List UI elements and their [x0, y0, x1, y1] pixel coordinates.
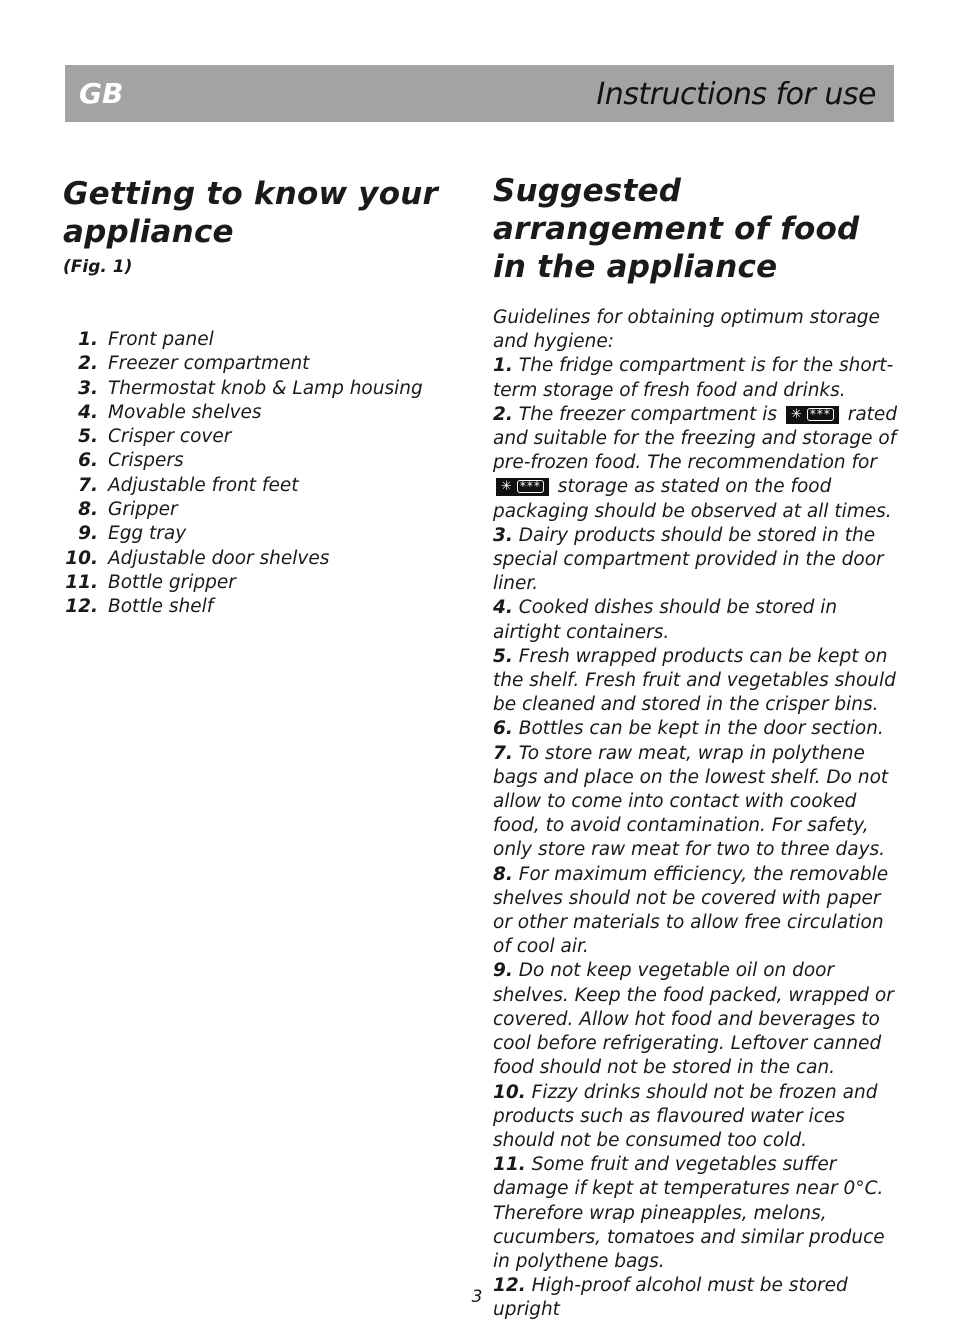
item-number: 11.	[493, 1154, 526, 1176]
right-column	[493, 172, 898, 1323]
item-number: 1.	[78, 329, 98, 350]
freezer-star-rating-icon	[496, 478, 549, 496]
item-text: Dairy products should be stored in the special compartment provided in the door liner.	[493, 524, 884, 595]
list-item	[63, 475, 463, 499]
item-label: Gripper	[108, 499, 178, 521]
item-label: Thermostat knob & Lamp housing	[108, 377, 423, 399]
item-text: Some fruit and vegetables suffer damage if kept at temperatures near 0°C. Therefore wrap pineapples, melons, cucumbers, tomatoes and similar produce in polythene bags.	[493, 1154, 885, 1272]
figure-reference: (Fig. 1)	[63, 257, 133, 277]
snowflake-icon: ✳	[501, 479, 513, 495]
item-number: 2.	[493, 403, 513, 425]
item-number: 3.	[78, 377, 98, 399]
guideline-item	[493, 717, 898, 741]
item-text: The fridge compartment is for the short-term storage of fresh food and drinks.	[493, 355, 894, 401]
snowflake-icon: ✳	[790, 406, 803, 422]
item-text: Fizzy drinks should not be frozen and products such as flavoured water ices should not be consumed too cold.	[493, 1081, 878, 1151]
item-number: 8.	[493, 863, 513, 885]
list-item	[63, 572, 463, 596]
list-item	[63, 426, 463, 450]
guideline-item	[493, 524, 898, 597]
guideline-item	[493, 742, 898, 863]
item-text: High-proof alcohol must be stored upright	[493, 1275, 848, 1321]
list-item	[63, 596, 463, 620]
guideline-item	[493, 1153, 898, 1274]
item-number: 12.	[65, 596, 98, 618]
item-number: 9.	[493, 960, 513, 982]
item-number: 7.	[78, 474, 98, 496]
list-item	[63, 378, 463, 402]
item-label: Bottle shelf	[108, 596, 214, 618]
item-text: To store raw meat, wrap in polythene bags and place on the lowest shelf. Do not allow to come into contact with cooked food, to avoid contamination. For safety, only store raw meat for two to three days.	[493, 742, 889, 861]
item-label: Bottle gripper	[108, 571, 236, 593]
item-label: Movable shelves	[108, 401, 262, 423]
item-text: storage as stated on the food packaging should be observed at all times.	[493, 476, 892, 522]
parts-list	[63, 329, 463, 621]
guideline-item	[493, 863, 898, 960]
guideline-item	[493, 1081, 898, 1154]
item-number: 5.	[493, 645, 513, 667]
item-text: For maximum efficiency, the removable shelves should not be covered with paper or other materials to allow free circulation of cool air.	[493, 863, 889, 958]
item-label: Freezer compartment	[108, 353, 310, 375]
item-number: 9.	[78, 523, 98, 545]
header-bar	[65, 65, 894, 122]
list-item	[63, 329, 463, 353]
item-label: Crisper cover	[108, 426, 232, 448]
item-number: 10.	[65, 547, 98, 569]
guideline-item	[493, 354, 898, 402]
header-title: Instructions for use	[596, 77, 876, 112]
guideline-item	[493, 645, 898, 718]
list-item	[63, 499, 463, 523]
list-item	[63, 353, 463, 377]
item-number: 2.	[78, 353, 98, 375]
item-number: 10.	[493, 1081, 526, 1103]
item-number: 8.	[78, 499, 98, 521]
item-number: 5.	[78, 426, 98, 448]
item-number: 3.	[493, 524, 513, 546]
item-number: 12.	[493, 1275, 526, 1297]
guidelines-intro: Guidelines for obtaining optimum storage and hygiene:	[493, 307, 880, 353]
list-item	[63, 402, 463, 426]
item-text: Bottles can be kept in the door section.	[518, 718, 884, 740]
item-number: 7.	[493, 742, 513, 764]
item-number: 4.	[78, 401, 98, 423]
item-label: Front panel	[108, 329, 214, 350]
guideline-item	[493, 596, 898, 644]
item-text: Fresh wrapped products can be kept on the shelf. Fresh fruit and vegetables should be cleaned and stored in the crisper bins.	[493, 645, 896, 716]
item-label: Egg tray	[108, 523, 187, 545]
item-number: 1.	[493, 355, 513, 377]
page-number: 3	[471, 1287, 483, 1307]
guideline-item	[493, 403, 898, 524]
item-text: Cooked dishes should be stored in airtight containers.	[493, 597, 838, 643]
list-item	[63, 523, 463, 547]
item-label: Adjustable front feet	[108, 474, 299, 496]
item-number: 6.	[493, 718, 513, 740]
stars-icon: ***	[807, 408, 834, 421]
stars-icon: ***	[517, 480, 544, 493]
guidelines-text	[493, 306, 898, 1323]
guideline-item	[493, 959, 898, 1080]
item-text: The freezer compartment is	[518, 403, 778, 425]
list-item	[63, 450, 463, 474]
item-label: Adjustable door shelves	[108, 547, 330, 569]
left-column	[63, 175, 463, 621]
list-item	[63, 548, 463, 572]
item-number: 6.	[78, 450, 98, 472]
item-text: rated and suitable for the freezing and storage of pre-frozen food. The recommendation for	[493, 403, 898, 474]
item-text: Do not keep vegetable oil on door shelves. Keep the food packed, wrapped or covered. Allow hot food and beverages to cool before refrigerating. Leftover canned food should not be stored in the can.	[493, 960, 894, 1079]
item-label: Crispers	[108, 450, 184, 472]
section-heading-appliance: Getting to know your appliance	[63, 176, 438, 250]
section-heading-food-arrangement: Suggested arrangement of food in the appliance	[493, 173, 860, 285]
item-number: 4.	[493, 597, 513, 619]
item-number: 11.	[65, 571, 98, 593]
freezer-star-rating-icon	[786, 406, 839, 424]
language-label: GB	[79, 77, 124, 110]
